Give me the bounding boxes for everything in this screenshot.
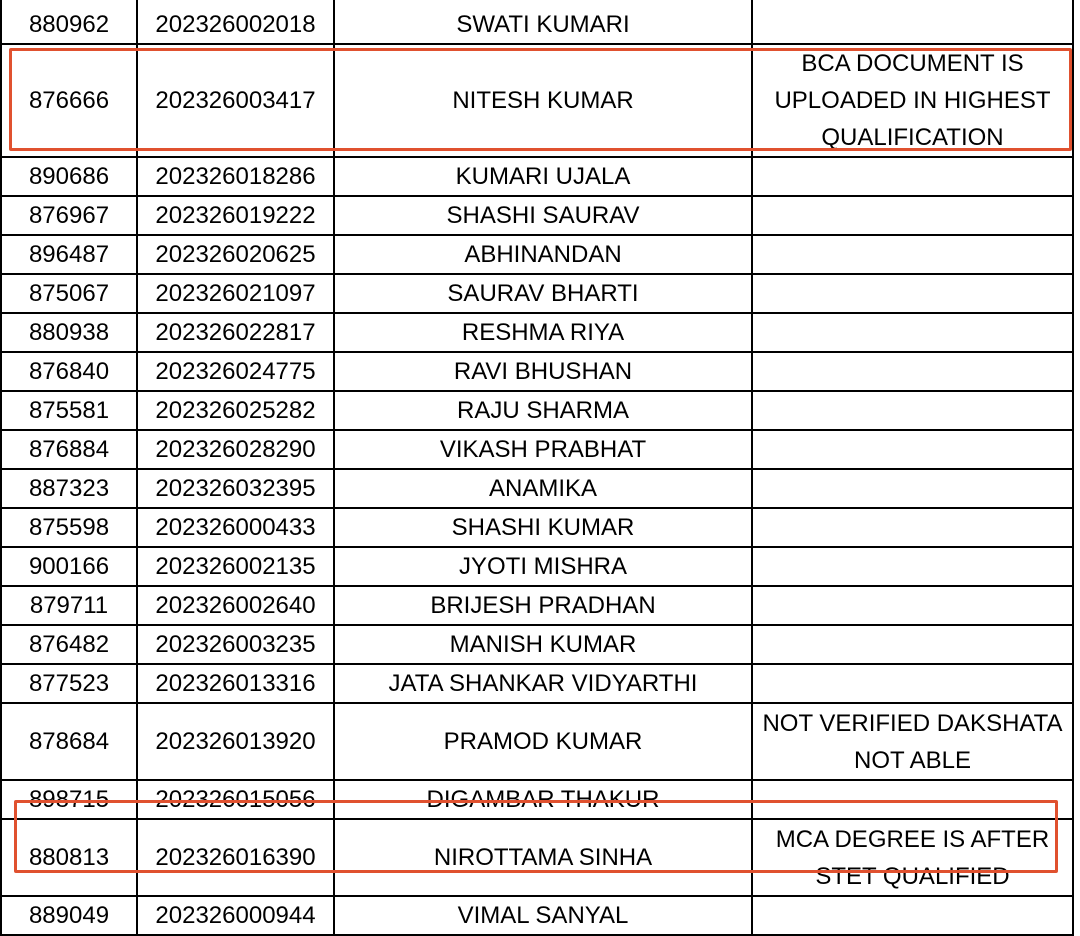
name-cell: BRIJESH PRADHAN	[334, 586, 752, 625]
remark-cell	[752, 313, 1073, 352]
table-row	[1, 819, 1073, 896]
name-cell: SHASHI SAURAV	[334, 196, 752, 235]
name-cell: SAURAV BHARTI	[334, 274, 752, 313]
name-cell: ANAMIKA	[334, 469, 752, 508]
remark-cell	[752, 547, 1073, 586]
remark-cell	[752, 586, 1073, 625]
id-cell: 896487	[1, 235, 137, 274]
registration-cell: 202326028290	[137, 430, 334, 469]
registration-cell: 202326016390	[137, 819, 334, 896]
name-cell: VIMAL SANYAL	[334, 896, 752, 935]
table-row	[1, 274, 1073, 313]
registration-cell: 202326013316	[137, 664, 334, 703]
table-row	[1, 391, 1073, 430]
id-cell: 875067	[1, 274, 137, 313]
remark-cell	[752, 0, 1073, 44]
name-cell: PRAMOD KUMAR	[334, 703, 752, 780]
id-cell: 889049	[1, 896, 137, 935]
remark-cell	[752, 780, 1073, 819]
table-row	[1, 313, 1073, 352]
table-row	[1, 0, 1073, 44]
table-row	[1, 352, 1073, 391]
name-cell: MANISH KUMAR	[334, 625, 752, 664]
remark-cell	[752, 664, 1073, 703]
registration-cell: 202326002640	[137, 586, 334, 625]
id-cell: 887323	[1, 469, 137, 508]
table-row	[1, 469, 1073, 508]
registration-cell: 202326003417	[137, 44, 334, 157]
remark-cell	[752, 430, 1073, 469]
registration-cell: 202326002135	[137, 547, 334, 586]
remark-cell	[752, 352, 1073, 391]
table-row	[1, 586, 1073, 625]
name-cell: RAJU SHARMA	[334, 391, 752, 430]
id-cell: 898715	[1, 780, 137, 819]
table-row	[1, 508, 1073, 547]
id-cell: 880813	[1, 819, 137, 896]
remark-cell	[752, 157, 1073, 196]
remark-cell	[752, 196, 1073, 235]
remark-cell	[752, 235, 1073, 274]
remark-cell	[752, 391, 1073, 430]
name-cell: NIROTTAMA SINHA	[334, 819, 752, 896]
id-cell: 880962	[1, 0, 137, 44]
id-cell: 876840	[1, 352, 137, 391]
table-row	[1, 780, 1073, 819]
name-cell: ABHINANDAN	[334, 235, 752, 274]
name-cell: JATA SHANKAR VIDYARTHI	[334, 664, 752, 703]
registration-cell: 202326024775	[137, 352, 334, 391]
registration-cell: 202326019222	[137, 196, 334, 235]
id-cell: 876884	[1, 430, 137, 469]
id-cell: 877523	[1, 664, 137, 703]
id-cell: 876666	[1, 44, 137, 157]
registration-cell: 202326013920	[137, 703, 334, 780]
id-cell: 876967	[1, 196, 137, 235]
id-cell: 876482	[1, 625, 137, 664]
registration-cell: 202326002018	[137, 0, 334, 44]
table-row	[1, 196, 1073, 235]
id-cell: 879711	[1, 586, 137, 625]
name-cell: JYOTI MISHRA	[334, 547, 752, 586]
registration-cell: 202326000944	[137, 896, 334, 935]
name-cell: RESHMA RIYA	[334, 313, 752, 352]
registration-cell: 202326025282	[137, 391, 334, 430]
id-cell: 875581	[1, 391, 137, 430]
remark-cell	[752, 625, 1073, 664]
table-row	[1, 703, 1073, 780]
registration-cell: 202326020625	[137, 235, 334, 274]
id-cell: 890686	[1, 157, 137, 196]
remark-cell	[752, 469, 1073, 508]
name-cell: SWATI KUMARI	[334, 0, 752, 44]
remark-cell	[752, 508, 1073, 547]
id-cell: 875598	[1, 508, 137, 547]
registration-cell: 202326000433	[137, 508, 334, 547]
id-cell: 900166	[1, 547, 137, 586]
id-cell: 878684	[1, 703, 137, 780]
registration-cell: 202326021097	[137, 274, 334, 313]
table-row	[1, 664, 1073, 703]
name-cell: DIGAMBAR THAKUR	[334, 780, 752, 819]
remark-cell: BCA DOCUMENT IS UPLOADED IN HIGHEST QUALIFICATION	[752, 44, 1073, 157]
remark-cell: MCA DEGREE IS AFTER STET QUALIFIED	[752, 819, 1073, 896]
name-cell: SHASHI KUMAR	[334, 508, 752, 547]
table-row	[1, 44, 1073, 157]
registration-cell: 202326022817	[137, 313, 334, 352]
table-row	[1, 235, 1073, 274]
remark-cell: NOT VERIFIED DAKSHATA NOT ABLE	[752, 703, 1073, 780]
remark-cell	[752, 896, 1073, 935]
name-cell: KUMARI UJALA	[334, 157, 752, 196]
name-cell: NITESH KUMAR	[334, 44, 752, 157]
table-row	[1, 157, 1073, 196]
name-cell: RAVI BHUSHAN	[334, 352, 752, 391]
registration-cell: 202326003235	[137, 625, 334, 664]
registration-cell: 202326018286	[137, 157, 334, 196]
remark-cell	[752, 274, 1073, 313]
table-row	[1, 625, 1073, 664]
registration-cell: 202326015056	[137, 780, 334, 819]
table-row	[1, 547, 1073, 586]
table-row	[1, 896, 1073, 935]
table-row	[1, 430, 1073, 469]
name-cell: VIKASH PRABHAT	[334, 430, 752, 469]
id-cell: 880938	[1, 313, 137, 352]
registration-cell: 202326032395	[137, 469, 334, 508]
